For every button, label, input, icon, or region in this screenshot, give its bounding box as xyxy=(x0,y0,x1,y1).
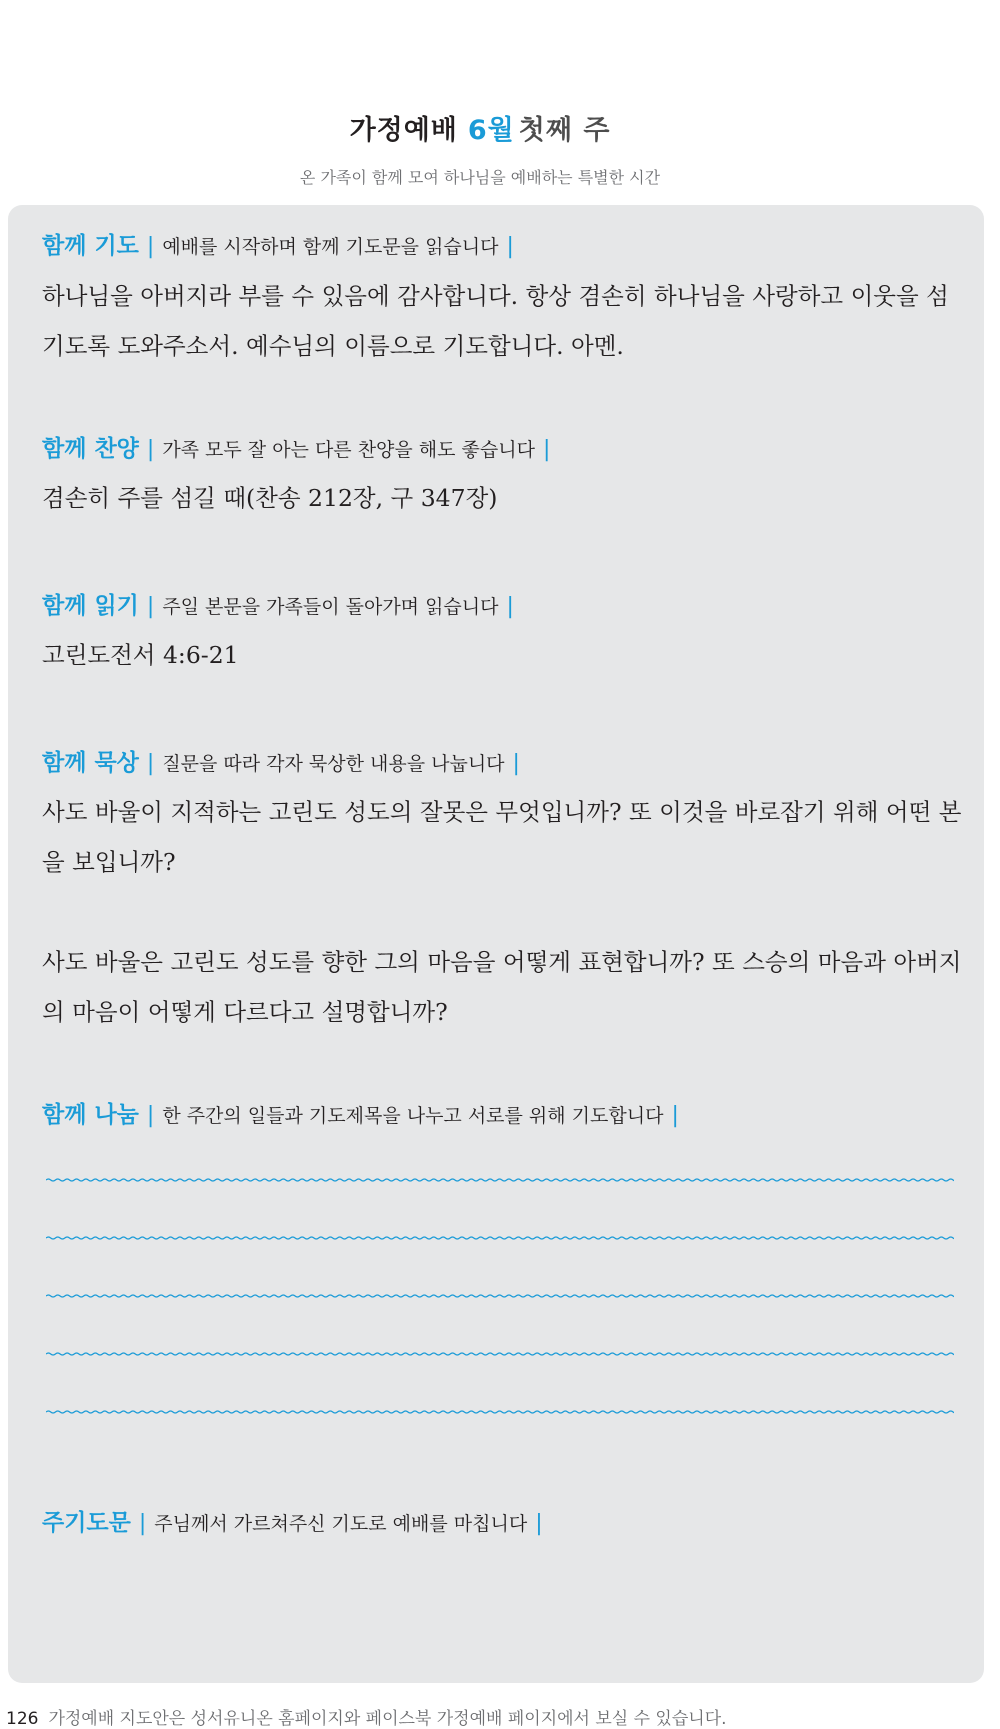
scripture-reference: 고린도전서 4:6-21 xyxy=(42,641,239,669)
meditation-section-heading xyxy=(42,744,528,777)
page-footer xyxy=(6,1704,727,1729)
title-text: 가정예배 xyxy=(349,115,458,146)
page-title xyxy=(0,108,960,147)
meditation-section-description: 질문을 따라 각자 묵상한 내용을 나눕니다 xyxy=(162,753,505,775)
sharing-section-heading xyxy=(42,1096,687,1129)
page-subtitle: 온 가족이 함께 모여 하나님을 예배하는 특별한 시간 xyxy=(299,168,661,187)
footer-note: 가정예배 지도안은 성서유니온 홈페이지와 페이스북 가정예배 페이지에서 보실 수 있습니다. xyxy=(48,1709,727,1729)
writing-line xyxy=(46,1291,954,1301)
divider-bar: | xyxy=(146,751,155,776)
writing-line xyxy=(46,1407,954,1417)
divider-bar: | xyxy=(506,234,514,259)
prayer-text: 하나님을 아버지라 부를 수 있음에 감사합니다. 항상 겸손히 하나님을 사랑하고 이웃을 섬기도록 도와주소서. 예수님의 이름으로 기도합니다. 아멘. xyxy=(42,282,949,360)
title-month: 6월 xyxy=(467,115,515,146)
divider-bar: | xyxy=(146,437,155,462)
divider-bar: | xyxy=(506,594,514,619)
divider-bar: | xyxy=(138,1511,147,1536)
prayer-section-heading xyxy=(42,227,522,260)
meditation-section-label: 함께 묵상 xyxy=(42,750,139,776)
divider-bar: | xyxy=(146,594,155,619)
meditation-question-2: 사도 바울은 고린도 성도를 향한 그의 마음을 어떻게 표현합니까? 또 스승의 마음과 아버지의 마음이 어떻게 다르다고 설명합니까? xyxy=(42,948,962,1026)
divider-bar: | xyxy=(542,437,551,462)
praise-section-label: 함께 찬양 xyxy=(42,436,139,462)
title-week: 첫째 주 xyxy=(518,115,611,146)
prayer-section-description: 예배를 시작하며 함께 기도문을 읽습니다 xyxy=(162,236,499,258)
divider-bar: | xyxy=(535,1511,543,1536)
meditation-question-1: 사도 바울이 지적하는 고린도 성도의 잘못은 무엇입니까? 또 이것을 바로잡기 위해 어떤 본을 보입니까? xyxy=(42,798,962,876)
divider-bar: | xyxy=(512,751,520,776)
writing-line xyxy=(46,1175,954,1185)
sharing-section-description: 한 주간의 일들과 기도제목을 나누고 서로를 위해 기도합니다 xyxy=(162,1105,664,1127)
praise-section-description: 가족 모두 잘 아는 다른 찬양을 해도 좋습니다 xyxy=(162,439,535,461)
sharing-section-label: 함께 나눔 xyxy=(42,1102,139,1128)
reading-section-label: 함께 읽기 xyxy=(42,593,139,619)
worship-guide-card xyxy=(8,205,984,1683)
lords-prayer-section-heading xyxy=(42,1504,551,1537)
lords-prayer-section-description: 주님께서 가르쳐주신 기도로 예배를 마칩니다 xyxy=(154,1513,528,1535)
divider-bar: | xyxy=(146,234,155,259)
praise-section-heading xyxy=(42,430,558,463)
prayer-section-label: 함께 기도 xyxy=(42,233,139,259)
reading-section-heading xyxy=(42,587,522,620)
page-number: 126 xyxy=(6,1709,39,1729)
divider-bar: | xyxy=(146,1103,155,1128)
reading-section-description: 주일 본문을 가족들이 돌아가며 읽습니다 xyxy=(162,596,499,618)
writing-line xyxy=(46,1349,954,1359)
writing-line xyxy=(46,1233,954,1243)
page-header xyxy=(0,108,960,188)
divider-bar: | xyxy=(671,1103,679,1128)
lords-prayer-section-label: 주기도문 xyxy=(42,1510,131,1536)
hymn-text: 겸손히 주를 섬길 때(찬송 212장, 구 347장) xyxy=(42,484,498,512)
